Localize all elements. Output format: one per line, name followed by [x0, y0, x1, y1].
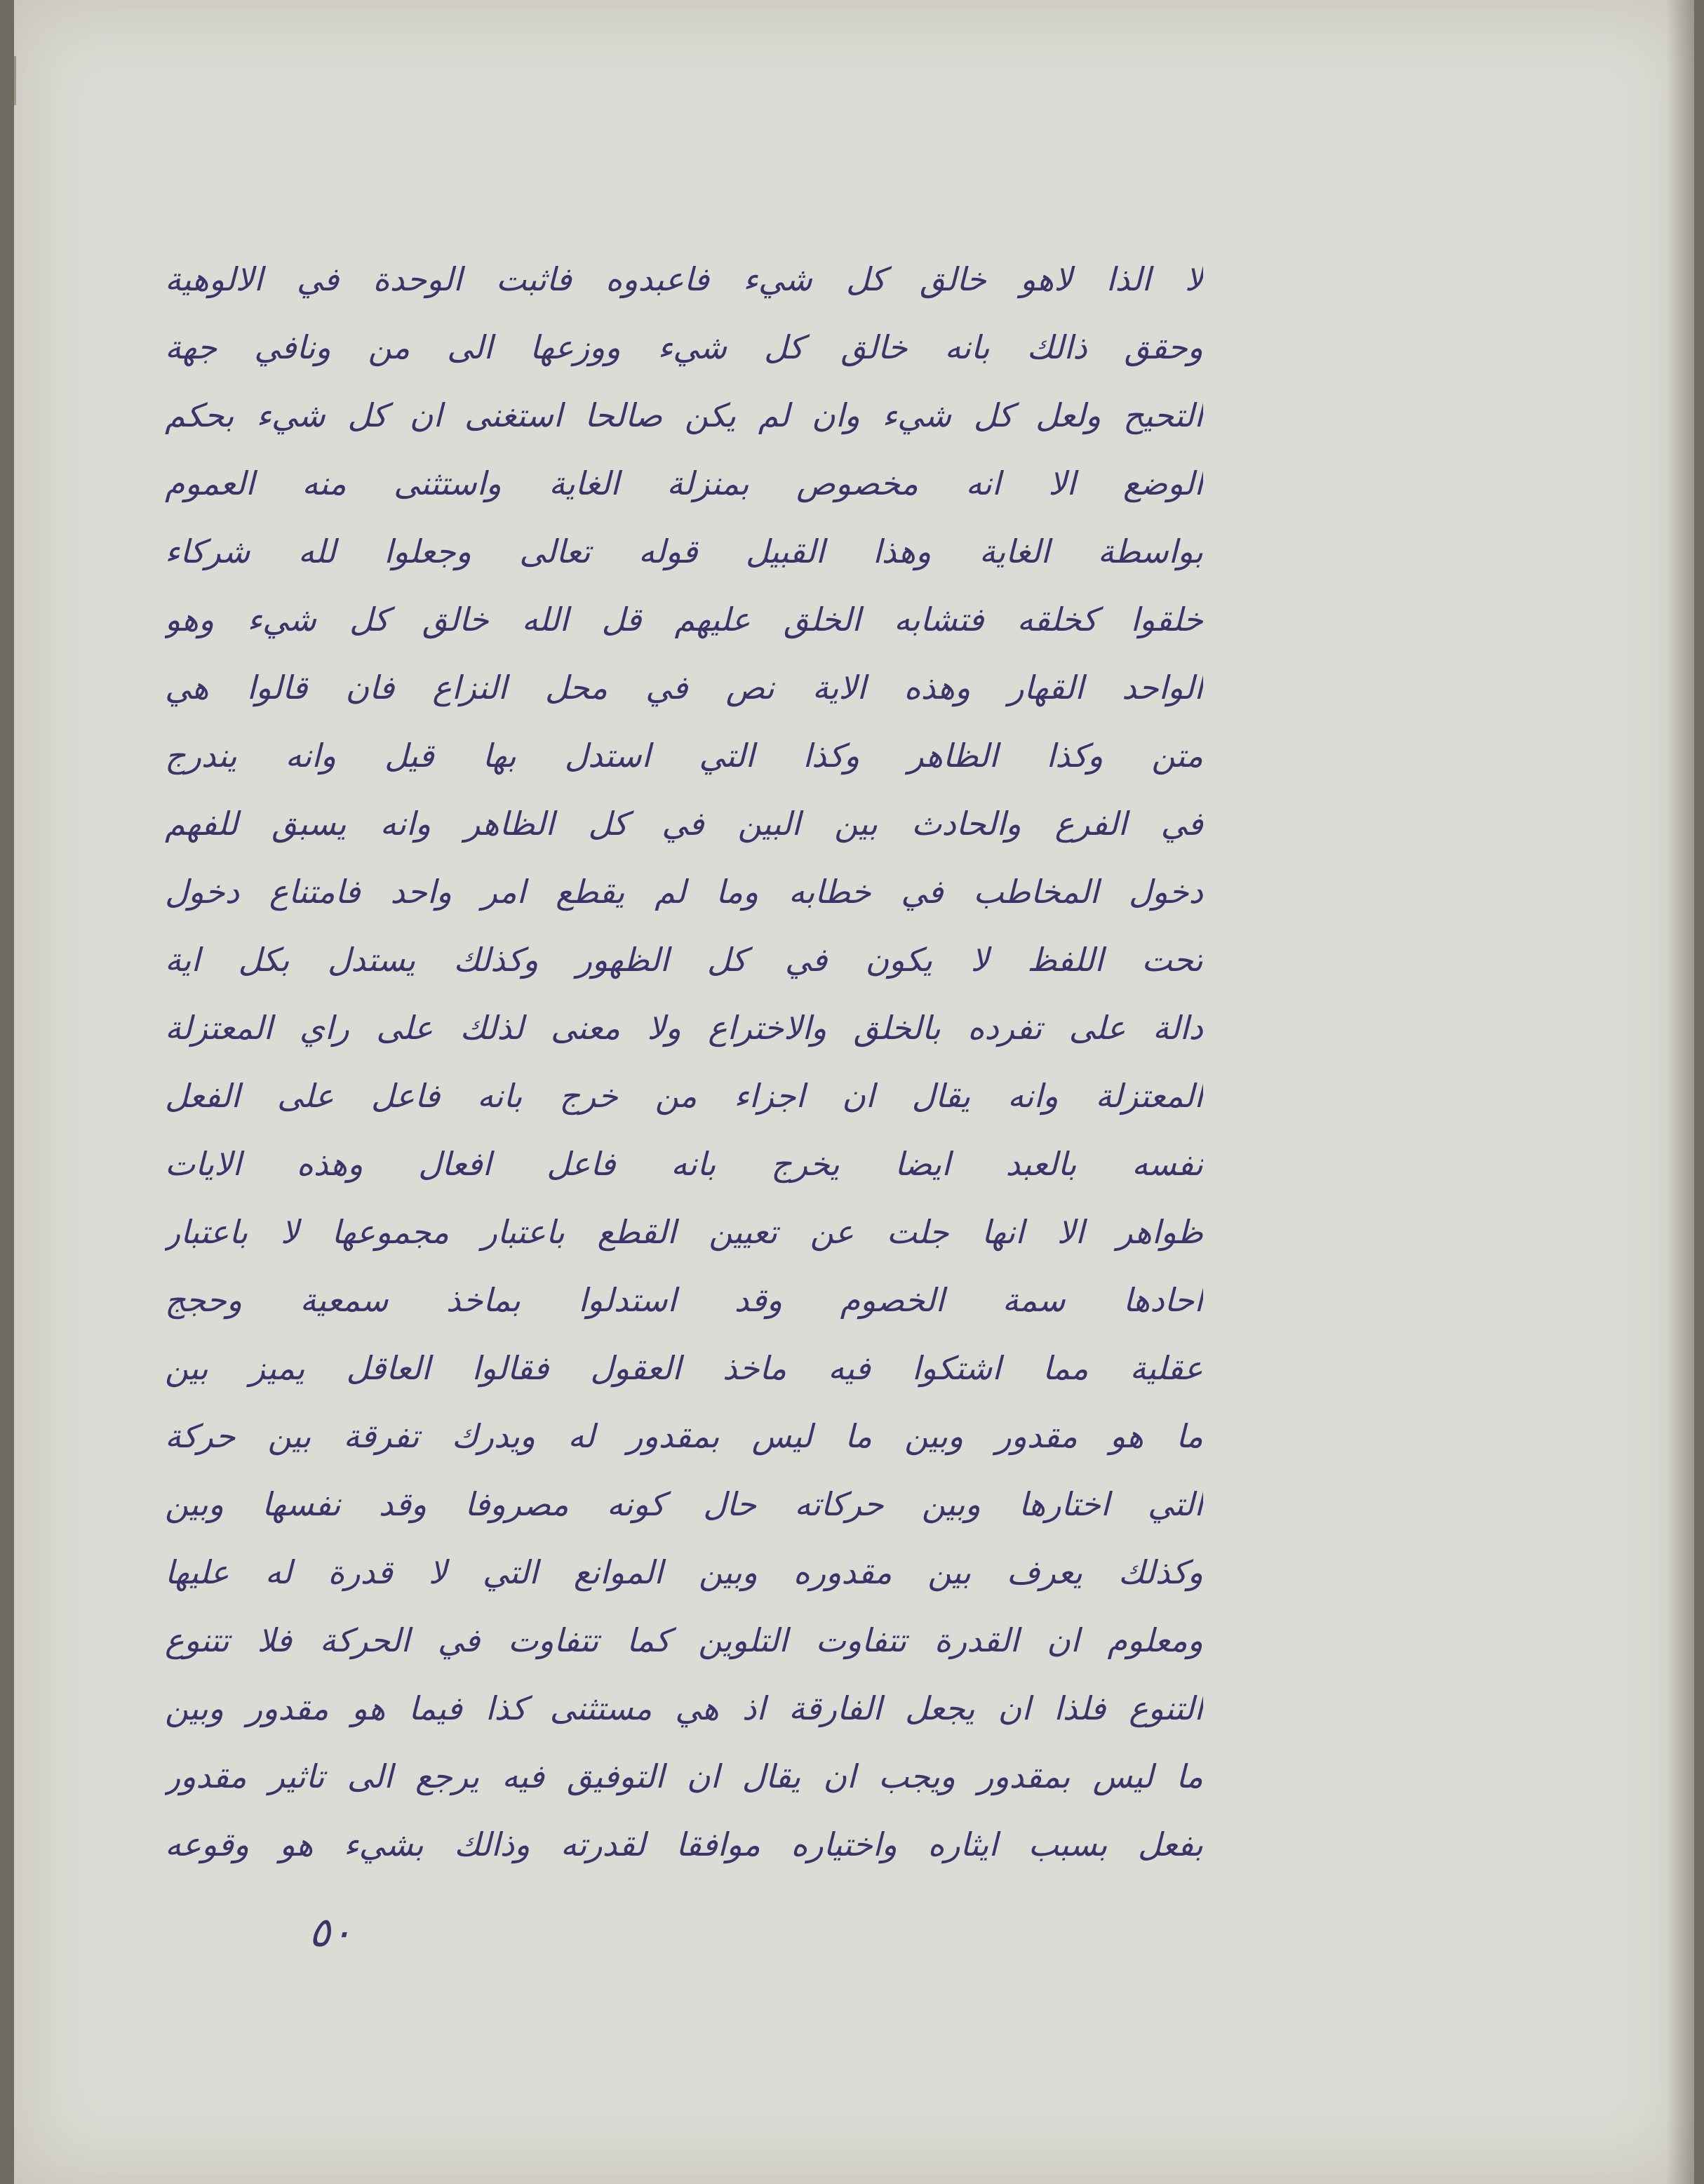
text-line: تحت اللفظ لا يكون في كل الظهور وكذلك يستدل بكل اية — [165, 941, 1203, 979]
text-line: ومعلوم ان القدرة تتفاوت التلوين كما تتفاوت في الحركة فلا تتنوع — [165, 1621, 1203, 1659]
text-line: التي اختارها وبين حركاته حال كونه مصروفا وقد نفسها وبين — [165, 1485, 1203, 1523]
text-line: دخول المخاطب في خطابه وما لم يقطع امر واحد فامتناع دخول — [165, 873, 1203, 911]
manuscript-text-block — [165, 246, 1203, 1879]
text-line: المعتزلة وانه يقال ان اجزاء من خرج بانه فاعل على الفعل — [165, 1077, 1203, 1115]
text-line: خلقوا كخلقه فتشابه الخلق عليهم قل الله خالق كل شيء وهو — [165, 601, 1203, 638]
text-line: متن وكذا الظاهر وكذا التي استدل بها قيل وانه يندرج — [165, 737, 1203, 775]
text-line: في الفرع والحادث بين البين في كل الظاهر وانه يسبق للفهم — [165, 805, 1203, 843]
text-line: وكذلك يعرف بين مقدوره وبين الموانع التي لا قدرة له عليها — [165, 1553, 1203, 1591]
text-line: عقلية مما اشتكوا فيه ماخذ العقول فقالوا العاقل يميز بين — [165, 1349, 1203, 1387]
text-line: بفعل بسبب ايثاره واختياره موافقا لقدرته وذالك بشيء هو وقوعه — [165, 1825, 1203, 1863]
text-line: التنوع فلذا ان يجعل الفارقة اذ هي مستثنى كذا فيما هو مقدور وبين — [165, 1689, 1203, 1727]
manuscript-page — [14, 0, 1694, 2184]
text-line: ظواهر الا انها جلت عن تعيين القطع باعتبار مجموعها لا باعتبار — [165, 1213, 1203, 1251]
page-binding-shadow — [1666, 0, 1694, 2184]
text-line: الواحد القهار وهذه الاية نص في محل النزاع فان قالوا هي — [165, 669, 1203, 706]
text-line: التحيح ولعل كل شيء وان لم يكن صالحا استغنى ان كل شيء بحكم — [165, 396, 1203, 434]
text-line: نفسه بالعبد ايضا يخرج بانه فاعل افعال وهذه الايات — [165, 1145, 1203, 1183]
text-line: ما ليس بمقدور ويجب ان يقال ان التوفيق فيه يرجع الى تاثير مقدور — [165, 1757, 1203, 1795]
text-line: بواسطة الغاية وهذا القبيل قوله تعالى وجعلوا لله شركاء — [165, 532, 1203, 570]
text-line: الوضع الا انه مخصوص بمنزلة الغاية واستثنى منه العموم — [165, 464, 1203, 502]
text-line: احادها سمة الخصوم وقد استدلوا بماخذ سمعية وحجج — [165, 1281, 1203, 1319]
text-line: لا الذا لاهو خالق كل شيء فاعبدوه فاثبت الوحدة في الالوهية — [165, 260, 1203, 298]
page-number: ٥٠ — [309, 1908, 353, 1956]
text-line: ما هو مقدور وبين ما ليس بمقدور له ويدرك تفرقة بين حركة — [165, 1417, 1203, 1455]
page-edge-mark — [14, 56, 58, 105]
text-line: وحقق ذالك بانه خالق كل شيء ووزعها الى من ونافي جهة — [165, 328, 1203, 366]
text-line: دالة على تفرده بالخلق والاختراع ولا معنى لذلك على راي المعتزلة — [165, 1009, 1203, 1047]
